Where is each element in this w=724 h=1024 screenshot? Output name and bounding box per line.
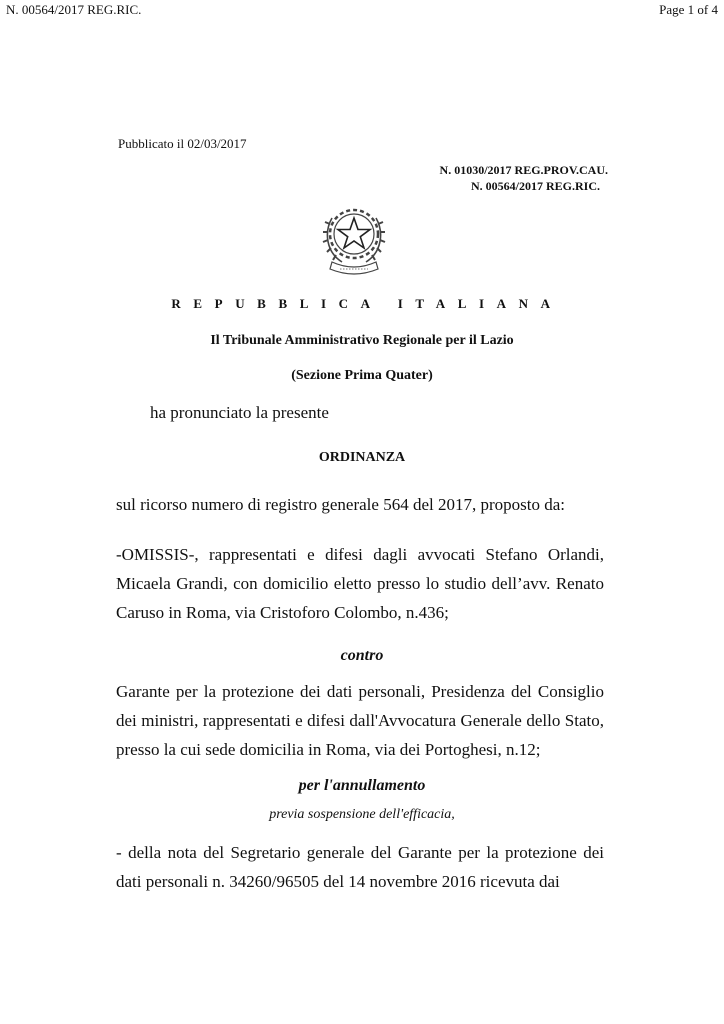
republic-heading: REPUBBLICA ITALIANA [171, 296, 563, 311]
suspension-subheading: previa sospensione dell'efficacia, [269, 807, 455, 822]
header-case-number: N. 00564/2017 REG.RIC. [6, 2, 142, 17]
publication-date: Pubblicato il 02/03/2017 [118, 136, 247, 151]
registry-line-prov: N. 01030/2017 REG.PROV.CAU. [439, 163, 608, 177]
registry-line-ric: N. 00564/2017 REG.RIC. [470, 179, 600, 193]
pronouncement-line: ha pronunciato la presente [150, 403, 329, 422]
respondents-paragraph: Garante per la protezione dei dati personali, Presidenza del Consiglio dei ministri, rappresentati e difesi dall'Avvocatura Generale dello Stato, presso la cui sede domicilia in Roma, via dei Portoghesi, n.12; [116, 682, 604, 759]
annulment-heading: per l'annullamento [298, 777, 426, 794]
italian-emblem-icon [318, 198, 390, 278]
court-name: Il Tribunale Amministrativo Regionale per il Lazio [210, 333, 514, 348]
appeal-registry-paragraph: sul ricorso numero di registro generale 564 del 2017, proposto da: [116, 495, 565, 514]
registry-numbers [440, 162, 608, 194]
page-header [6, 2, 718, 18]
court-section: (Sezione Prima Quater) [291, 368, 433, 383]
contested-note-paragraph: - della nota del Segretario generale del Garante per la protezione dei dati personali n. 34260/96505 del 14 novembre 2016 ricevuta dai [116, 843, 604, 891]
contro-heading: contro [340, 647, 384, 664]
document-type-heading: ORDINANZA [318, 450, 406, 465]
header-page-number: Page 1 of 4 [659, 2, 718, 17]
applicants-paragraph: -OMISSIS-, rappresentati e difesi dagli avvocati Stefano Orlandi, Micaela Grandi, con domicilio eletto presso lo studio dell’avv. Renato Caruso in Roma, via Cristoforo Colombo, n.436; [116, 545, 604, 622]
